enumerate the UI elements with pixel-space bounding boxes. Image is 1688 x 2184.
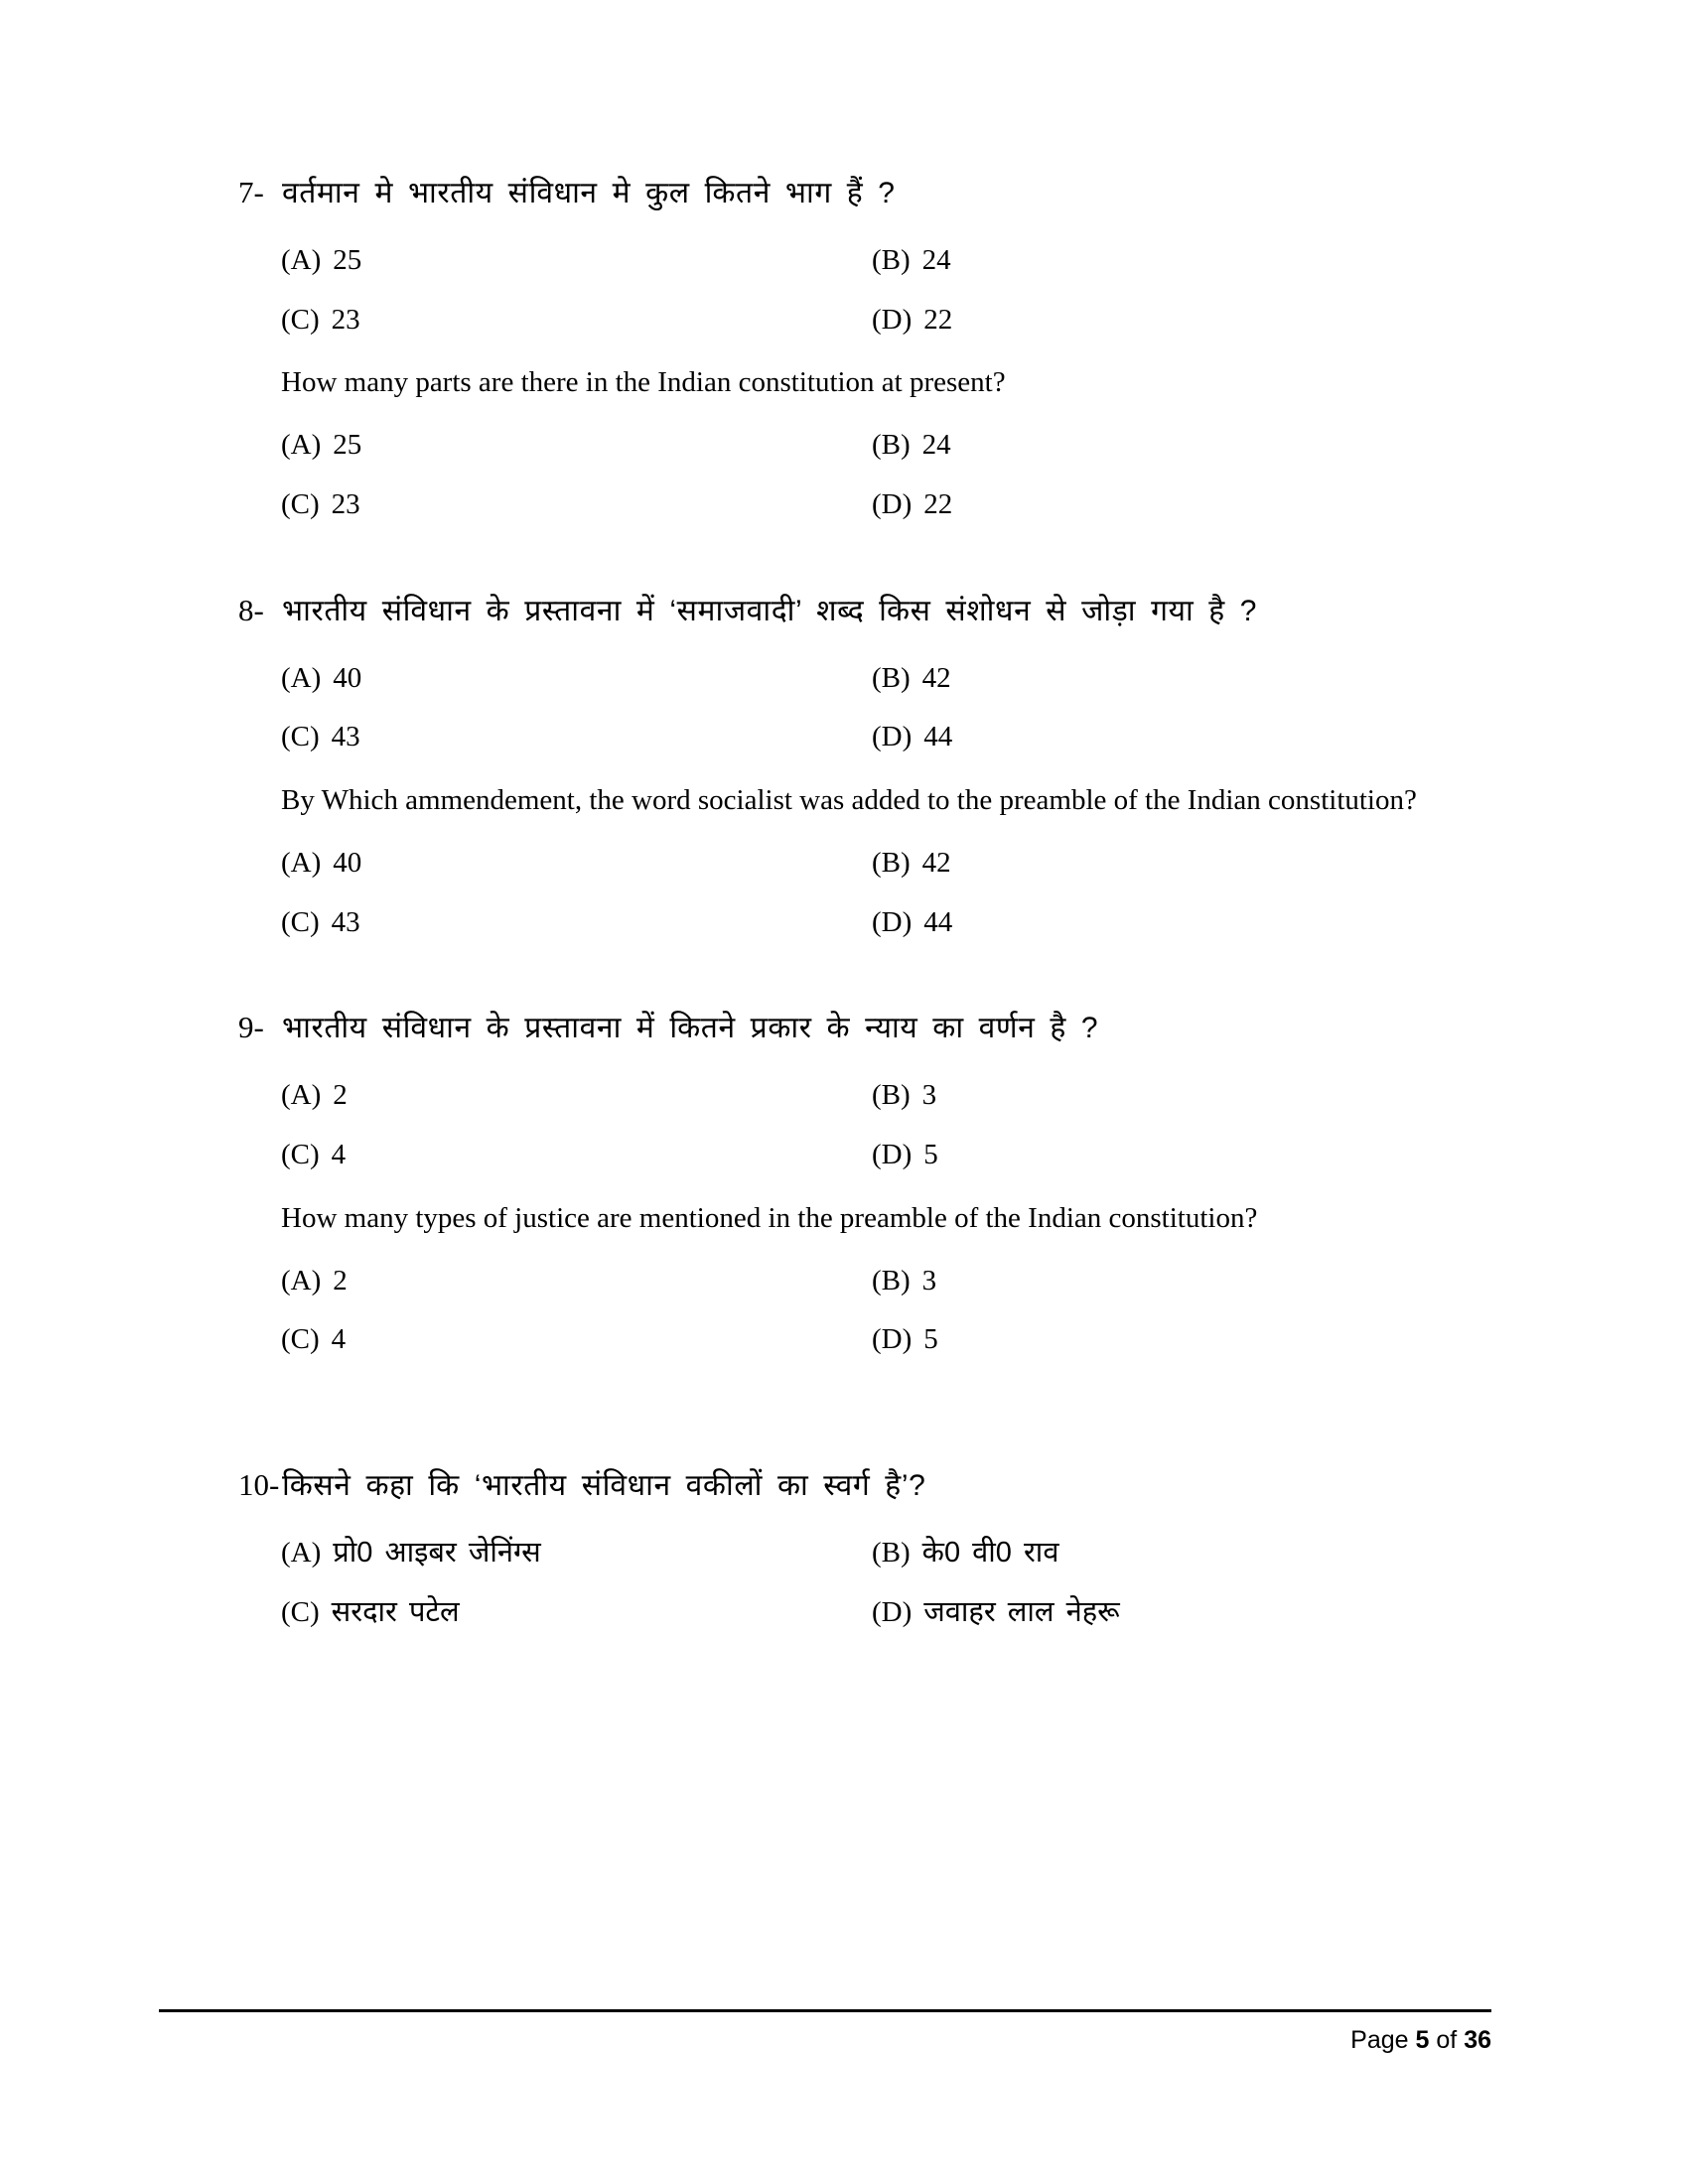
option-row <box>281 1594 1484 1632</box>
footer-page-number: 5 <box>1415 2026 1430 2054</box>
question-8-hindi-option-b[interactable] <box>872 660 1468 698</box>
question-7-hindi-option-d[interactable] <box>872 302 1468 340</box>
option-value: 5 <box>923 1323 938 1356</box>
option-value: 3 <box>921 1079 937 1112</box>
page-number-indicator <box>159 2012 1491 2055</box>
option-label: (C) <box>281 303 320 336</box>
option-value: 3 <box>921 1264 937 1297</box>
footer-page-word: Page <box>1350 2026 1409 2054</box>
option-value: 25 <box>333 244 362 276</box>
question-8-hindi-options <box>281 660 1484 756</box>
question-9-hindi-options <box>281 1077 1484 1173</box>
question-8-hindi-option-d[interactable] <box>872 719 1468 756</box>
option-value: के0 वी0 राव <box>921 1537 1059 1570</box>
question-10-hindi-option-d[interactable] <box>872 1594 1468 1632</box>
option-value: 44 <box>923 721 953 753</box>
question-8-hindi-option-a[interactable] <box>281 660 872 698</box>
option-value: 43 <box>331 905 360 938</box>
option-label: (D) <box>872 303 913 336</box>
option-value: 5 <box>923 1139 938 1171</box>
question-7-english-text: How many parts are there in the Indian constitution at present? <box>281 366 1006 399</box>
spacer <box>238 1381 1484 1466</box>
option-value: 40 <box>333 661 362 694</box>
question-block-10 <box>238 1466 1484 1631</box>
option-row <box>281 1535 1484 1572</box>
option-label: (C) <box>281 721 320 753</box>
option-value: 4 <box>331 1139 347 1171</box>
option-value: 4 <box>331 1323 347 1356</box>
option-row <box>281 1077 1484 1115</box>
option-label: (A) <box>281 847 322 879</box>
option-label: (D) <box>872 488 913 520</box>
question-9-hindi-option-d[interactable] <box>872 1137 1468 1174</box>
option-label: (B) <box>872 1537 911 1570</box>
option-value: 42 <box>921 847 951 879</box>
question-7-english-options <box>281 427 1484 523</box>
option-value: 40 <box>333 847 362 879</box>
option-label: (B) <box>872 429 911 462</box>
question-block-8 <box>238 592 1484 942</box>
option-label: (B) <box>872 244 911 276</box>
option-label: (D) <box>872 1323 913 1356</box>
option-value: 24 <box>921 429 951 462</box>
option-value: 43 <box>331 721 360 753</box>
questions-container <box>238 174 1484 1653</box>
question-9-english-option-b[interactable] <box>872 1263 1468 1300</box>
question-9-number: 9- <box>238 1010 264 1045</box>
question-7-hindi-option-b[interactable] <box>872 242 1468 280</box>
option-row <box>281 427 1484 465</box>
question-8-english-text: By Which ammendement, the word socialist was added to the preamble of the Indian constitution? <box>281 784 1417 817</box>
option-value: 25 <box>333 429 362 462</box>
question-7-hindi-text: वर्तमान मे भारतीय संविधान मे कुल कितने भाग हैं ? <box>282 177 896 209</box>
question-8-english-options <box>281 845 1484 941</box>
question-9-english-option-d[interactable] <box>872 1321 1468 1359</box>
option-row <box>281 242 1484 280</box>
question-7-number: 7- <box>238 175 264 209</box>
option-label: (D) <box>872 721 913 753</box>
option-row <box>281 719 1484 756</box>
question-8-english-option-a[interactable] <box>281 845 872 883</box>
option-label: (D) <box>872 905 913 938</box>
question-10-hindi-option-a[interactable] <box>281 1535 872 1572</box>
option-value: 22 <box>923 488 953 520</box>
question-10-hindi-line <box>238 1466 1484 1505</box>
spacer <box>238 546 1484 592</box>
question-7-hindi-option-c[interactable] <box>281 302 872 340</box>
option-value: 23 <box>331 303 360 336</box>
page-footer <box>159 2009 1491 2055</box>
option-label: (A) <box>281 1537 322 1570</box>
question-8-english-option-b[interactable] <box>872 845 1468 883</box>
footer-of-word: of <box>1436 2026 1458 2054</box>
option-value: 2 <box>333 1264 348 1297</box>
option-value: 22 <box>923 303 953 336</box>
option-label: (B) <box>872 847 911 879</box>
question-block-7 <box>238 174 1484 524</box>
option-value: 2 <box>333 1079 348 1112</box>
footer-total-pages: 36 <box>1464 2026 1491 2054</box>
option-label: (A) <box>281 429 322 462</box>
question-8-number: 8- <box>238 592 264 627</box>
question-7-english-option-b[interactable] <box>872 427 1468 465</box>
option-value: सरदार पटेल <box>331 1595 460 1628</box>
question-8-english-option-c[interactable] <box>281 904 872 942</box>
option-label: (A) <box>281 244 322 276</box>
question-9-english-option-c[interactable] <box>281 1321 872 1359</box>
option-row <box>281 660 1484 698</box>
option-label: (B) <box>872 1264 911 1297</box>
option-row <box>281 302 1484 340</box>
option-label: (A) <box>281 1264 322 1297</box>
question-7-hindi-options <box>281 242 1484 339</box>
question-7-hindi-line <box>238 174 1484 212</box>
option-row <box>281 1263 1484 1300</box>
option-row <box>281 845 1484 883</box>
option-value: 24 <box>921 244 951 276</box>
option-label: (A) <box>281 661 322 694</box>
question-8-hindi-line <box>238 592 1484 630</box>
question-9-hindi-option-a[interactable] <box>281 1077 872 1115</box>
question-9-english-text: How many types of justice are mentioned in the preamble of the Indian constitution? <box>281 1201 1258 1234</box>
question-7-english-option-c[interactable] <box>281 486 872 524</box>
option-label: (D) <box>872 1139 913 1171</box>
question-8-english-option-d[interactable] <box>872 904 1468 942</box>
question-9-english-option-a[interactable] <box>281 1263 872 1300</box>
question-10-hindi-options <box>281 1535 1484 1631</box>
option-label: (C) <box>281 1323 320 1356</box>
question-8-hindi-option-c[interactable] <box>281 719 872 756</box>
option-value: प्रो0 आइबर जेनिंग्स <box>333 1537 541 1570</box>
option-label: (C) <box>281 905 320 938</box>
option-label: (C) <box>281 488 320 520</box>
question-9-hindi-text: भारतीय संविधान के प्रस्तावना में कितने प्रकार के न्याय का वर्णन है ? <box>282 1012 1099 1045</box>
option-row <box>281 486 1484 524</box>
question-10-hindi-option-c[interactable] <box>281 1594 872 1632</box>
option-value: 23 <box>331 488 360 520</box>
option-value: 44 <box>923 905 953 938</box>
spacer <box>238 963 1484 1009</box>
question-7-english-option-d[interactable] <box>872 486 1468 524</box>
option-row <box>281 904 1484 942</box>
question-9-english-options <box>281 1263 1484 1359</box>
option-label: (B) <box>872 661 911 694</box>
option-row <box>281 1321 1484 1359</box>
question-9-hindi-option-c[interactable] <box>281 1137 872 1174</box>
question-9-hindi-line <box>238 1009 1484 1047</box>
option-value: 42 <box>921 661 951 694</box>
question-9-hindi-option-b[interactable] <box>872 1077 1468 1115</box>
option-row <box>281 1137 1484 1174</box>
question-block-9 <box>238 1009 1484 1359</box>
option-label: (C) <box>281 1139 320 1171</box>
option-label: (A) <box>281 1079 322 1112</box>
option-value: जवाहर लाल नेहरू <box>923 1595 1120 1628</box>
question-10-hindi-option-b[interactable] <box>872 1535 1468 1572</box>
question-7-english-option-a[interactable] <box>281 427 872 465</box>
option-label: (D) <box>872 1595 913 1628</box>
question-8-hindi-text: भारतीय संविधान के प्रस्तावना में ‘समाजवादी’ शब्द किस संशोधन से जोड़ा गया है ? <box>282 594 1258 627</box>
question-7-hindi-option-a[interactable] <box>281 242 872 280</box>
question-10-hindi-text: किसने कहा कि ‘भारतीय संविधान वकीलों का स्वर्ग है’? <box>282 1469 926 1503</box>
option-label: (B) <box>872 1079 911 1112</box>
option-label: (C) <box>281 1595 320 1628</box>
question-10-number: 10- <box>238 1467 280 1503</box>
